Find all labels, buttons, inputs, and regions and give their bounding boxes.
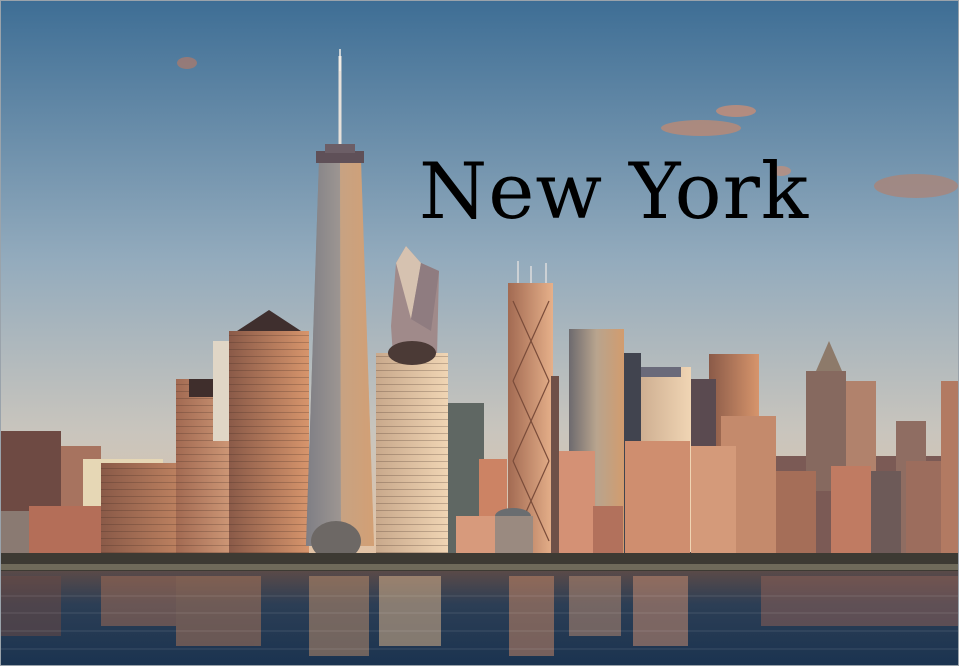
image-title: New York — [419, 147, 810, 237]
mid-right-buildings — [623, 353, 776, 556]
skyline-illustration — [1, 1, 959, 666]
